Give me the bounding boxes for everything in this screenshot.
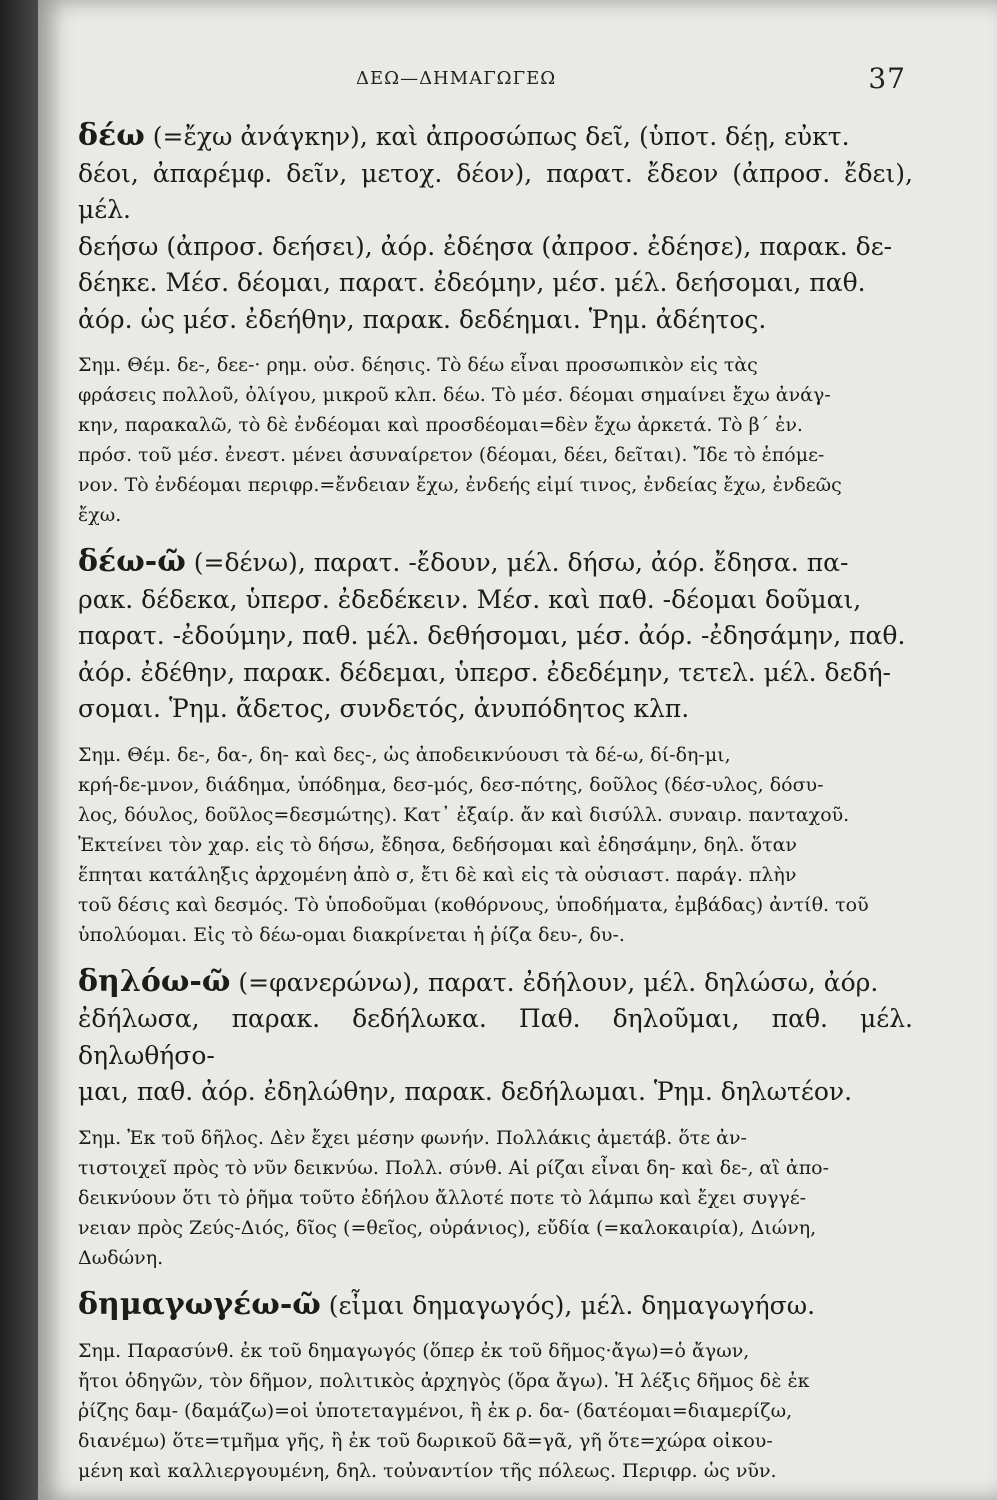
note-line: κρή-δε-μνον, διάδημα, ὑπόδημα, δεσ-μός, δεσ-πότης, δοῦλος (δέσ-υλος, δόσυ-: [78, 773, 824, 796]
note-line: ἕπηται κατάληξις ἀρχομένη ἀπὸ σ, ἔτι δὲ καὶ εἰς τὰ οὐσιαστ. παράγ. πλὴν: [78, 863, 797, 886]
headword: δέω: [78, 118, 145, 153]
running-header: [356, 62, 906, 95]
binding-gutter: [0, 0, 38, 1500]
note-line: ἤτοι ὁδηγῶν, τὸν δῆμον, πολιτικὸς ἀρχηγὸς (ὅρα ἄγω). Ἡ λέξις δῆμος δὲ ἐκ: [78, 1370, 810, 1392]
entry-line: δηλόω-ῶ (=φανερώνω), παρατ. ἐδήλουν, μέλ. δηλώσω, ἀόρ.: [78, 963, 879, 999]
entry-line: δημαγωγέω-ῶ (εἶμαι δημαγωγός), μέλ. δημαγωγήσω.: [78, 1286, 816, 1322]
entry-line: δέοι, ἀπαρέμφ. δεῖν, μετοχ. δέον), παρατ. ἔδεον (ἀπροσ. ἔδει), μέλ.: [78, 158, 913, 224]
headword: δέω-ῶ: [78, 544, 186, 579]
page-number: 37: [868, 62, 906, 95]
entry-line: δέηκε. Μέσ. δέομαι, παρατ. ἐδεόμην, μέσ. μέλ. δεήσομαι, παθ.: [78, 268, 866, 297]
note-deloo: [78, 1123, 913, 1273]
note-line: λος, δόυλος, δοῦλος=δεσμώτης). Κατ᾽ ἐξαίρ. ἄν καὶ δισύλλ. συναιρ. πανταχοῦ.: [78, 803, 850, 826]
note-line: πρόσ. τοῦ μέσ. ἐνεστ. μένει ἀσυναίρετον (δέομαι, δέει, δεῖται). Ἴδε τὸ ἑπόμε-: [78, 444, 825, 466]
entry-line: ἀόρ. ὡς μέσ. ἐδεήθην, παρακ. δεδέημαι. Ῥημ. ἀδέητος.: [78, 304, 767, 334]
entry-line: δέω-ῶ (=δένω), παρατ. -ἔδουν, μέλ. δήσω, ἀόρ. ἔδησα. πα-: [78, 544, 849, 579]
note-line: ὑπολύομαι. Εἰς τὸ δέω-ομαι διακρίνεται ἡ ῥίζα δευ-, δυ-.: [78, 923, 625, 946]
entry-line: παρατ. -ἐδούμην, παθ. μέλ. δεθήσομαι, μέσ. ἀόρ. -ἐδησάμην, παθ.: [78, 621, 906, 650]
book-page: [38, 0, 997, 1500]
headword: δημαγωγέω-ῶ: [78, 1286, 321, 1322]
headword: δηλόω-ῶ: [78, 963, 231, 999]
note-demagogeo: [78, 1336, 913, 1486]
entry-deloo: [78, 964, 913, 1111]
note-line: διανέμω) ὅτε=τμῆμα γῆς, ἢ ἐκ τοῦ δωρικοῦ δᾶ=γᾶ, γῆ ὅτε=χώρα οἰκου-: [78, 1430, 773, 1452]
entry-line: σομαι. Ῥημ. ἄδετος, συνδετός, ἀνυπόδητος κλπ.: [78, 694, 690, 723]
note-line: ῥίζης δαμ- (δαμάζω)=οἱ ὑποτεταγμένοι, ἢ ἐκ ρ. δα- (δατέομαι=διαμερίζω,: [78, 1400, 793, 1422]
entry-deo-deno: [78, 544, 913, 728]
entry-deo: [78, 118, 913, 338]
note-line: Σημ. Θέμ. δε-, δα-, δη- καὶ δες-, ὡς ἀποδεικνύουσι τὰ δέ-ω, δί-δη-μι,: [78, 743, 731, 766]
note-line: Ἐκτείνει τὸν χαρ. εἰς τὸ δήσω, ἔδησα, δεδήσομαι καὶ ἐδησάμην, δηλ. ὅταν: [78, 833, 797, 856]
note-line: φράσεις πολλοῦ, ὀλίγου, μικροῦ κλπ. δέω. Τὸ μέσ. δέομαι σημαίνει ἔχω ἀνάγ-: [78, 384, 831, 406]
note-line: τοῦ δέσις καὶ δεσμός. Τὸ ὑποδοῦμαι (κοθόρνους, ὑποδήματα, ἐμβάδας) ἀντίθ. τοῦ: [78, 893, 869, 916]
dictionary-content: [78, 118, 913, 1486]
entry-line: ἐδήλωσα, παρακ. δεδήλωκα. Παθ. δηλοῦμαι, παθ. μέλ. δηλωθήσο-: [78, 1004, 913, 1070]
note-line: Δωδώνη.: [78, 1246, 164, 1269]
note-line: μένη καὶ καλλιεργουμένη, δηλ. τοὐναντίον τῆς πόλεως. Περιφρ. ὡς νῦν.: [78, 1460, 777, 1482]
note-line: Σημ. Θέμ. δε-, δεε-· ρημ. οὐσ. δέησις. Τὸ δέω εἶναι προσωπικὸν εἰς τὰς: [78, 354, 758, 376]
note-line: νειαν πρὸς Ζεύς-Διός, δῖος (=θεῖος, οὐράνιος), εὔδία (=καλοκαιρία), Διώνη,: [78, 1216, 817, 1239]
note-line: ἔχω.: [78, 504, 122, 526]
note-line: δεικνύουν ὅτι τὸ ῥῆμα τοῦτο ἐδήλου ἄλλοτέ ποτε τὸ λάμπω καὶ ἔχει συγγέ-: [78, 1186, 807, 1209]
note-line: Σημ. Ἐκ τοῦ δῆλος. Δὲν ἔχει μέσην φωνήν. Πολλάκις ἀμετάβ. ὅτε ἀν-: [78, 1126, 747, 1149]
note-deo: [78, 350, 913, 530]
entry-line: μαι, παθ. ἀόρ. ἐδηλώθην, παρακ. δεδήλωμαι. Ῥημ. δηλωτέον.: [78, 1077, 853, 1106]
running-title: ΔΕΩ—ΔΗΜΑΓΩΓΕΩ: [356, 68, 557, 89]
note-line: τιστοιχεῖ πρὸς τὸ νῦν δεικνύω. Πολλ. σύνθ. Αἱ ρίζαι εἶναι δη- καὶ δε-, αἳ ἀπο-: [78, 1156, 830, 1179]
entry-line: δεήσω (ἀπροσ. δεήσει), ἀόρ. ἐδέησα (ἀπροσ. ἐδέησε), παρακ. δε-: [78, 231, 893, 261]
note-line: Σημ. Παρασύνθ. ἐκ τοῦ δημαγωγός (ὅπερ ἐκ τοῦ δῆμος·ἄγω)=ὁ ἄγων,: [78, 1340, 750, 1362]
entry-line: δέω (=ἔχω ἀνάγκην), καὶ ἀπροσώπως δεῖ, (ὑποτ. δέῃ, εὐκτ.: [78, 118, 850, 153]
note-deo-deno: [78, 740, 913, 950]
entry-line: ρακ. δέδεκα, ὑπερσ. ἐδεδέκειν. Μέσ. καὶ παθ. -δέομαι δοῦμαι,: [78, 584, 862, 614]
note-line: νον. Τὸ ἐνδέομαι περιφρ.=ἔνδειαν ἔχω, ἐνδεής εἰμί τινος, ἐνδείας ἔχω, ἐνδεῶς: [78, 474, 842, 496]
entry-line: ἀόρ. ἐδέθην, παρακ. δέδεμαι, ὑπερσ. ἐδεδέμην, τετελ. μέλ. δεδή-: [78, 657, 892, 687]
note-line: κην, παρακαλῶ, τὸ δὲ ἐνδέομαι καὶ προσδέομαι=δὲν ἔχω ἀρκετά. Τὸ β΄ ἑν.: [78, 414, 803, 436]
entry-demagogeo: [78, 1287, 913, 1325]
